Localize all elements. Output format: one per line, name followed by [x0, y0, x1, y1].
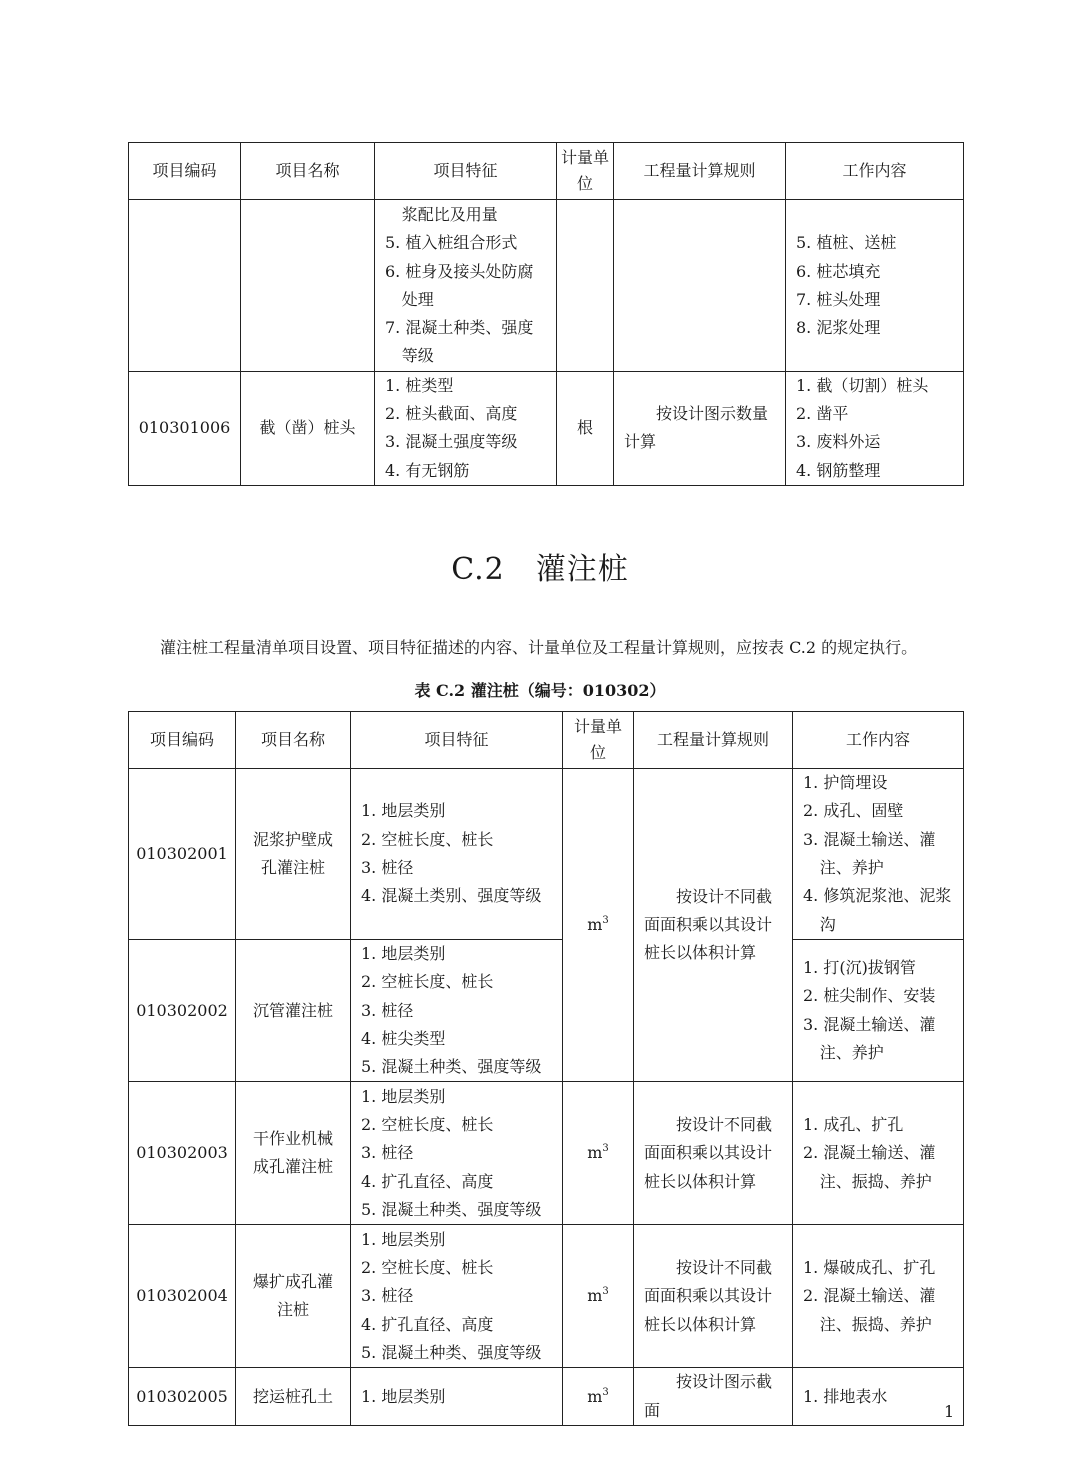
cell-work — [793, 769, 964, 940]
cell-unit — [563, 1225, 634, 1368]
feature-item: 3. 桩径 — [361, 1143, 414, 1163]
work-item: 1. 爆破成孔、扩孔 — [803, 1258, 936, 1278]
table-header-row — [129, 143, 964, 200]
header-features: 项目特征 — [351, 712, 563, 769]
header-work: 工作内容 — [793, 712, 964, 769]
page-number: 1 — [944, 1402, 955, 1421]
table-row — [129, 1225, 964, 1368]
work-item: 3. 混凝土输送、灌注、养护 — [803, 829, 936, 877]
feature-item: 6. 桩身及接头处防腐处理 — [385, 261, 534, 309]
work-item: 1. 排地表水 — [803, 1386, 888, 1406]
work-item: 2. 成孔、固壁 — [803, 801, 904, 821]
work-item: 1. 截（切割）桩头 — [796, 375, 929, 395]
cell-code: 010302002 — [129, 940, 236, 1082]
rule-text: 按设计不同截面面积乘以其设计桩长以体积计算 — [644, 1258, 773, 1334]
feature-item: 3. 混凝土强度等级 — [385, 432, 518, 452]
feature-item: 2. 空桩长度、桩长 — [361, 1258, 494, 1278]
table-row — [129, 200, 964, 372]
feature-item: 4. 扩孔直径、高度 — [361, 1314, 494, 1334]
cell-unit: 根 — [557, 371, 614, 485]
rule-text: 按设计图示数量计算 — [624, 404, 769, 452]
cell-code: 010302005 — [129, 1368, 236, 1426]
feature-item: 1. 地层类别 — [361, 801, 446, 821]
cell-features — [351, 1225, 563, 1368]
header-rule: 工程量计算规则 — [634, 712, 793, 769]
header-rule: 工程量计算规则 — [614, 143, 786, 200]
feature-item: 4. 扩孔直径、高度 — [361, 1171, 494, 1191]
cell-rule — [634, 1368, 793, 1426]
feature-item: 2. 空桩长度、桩长 — [361, 972, 494, 992]
feature-item: 2. 空桩长度、桩长 — [361, 829, 494, 849]
header-code: 项目编码 — [129, 143, 241, 200]
unit-superscript: 3 — [602, 1143, 609, 1155]
feature-item: 1. 地层类别 — [361, 944, 446, 963]
table-caption: 表 C.2 灌注桩（编号：010302） — [414, 681, 666, 700]
cell-rule — [634, 1082, 793, 1225]
work-item: 1. 成孔、扩孔 — [803, 1115, 904, 1135]
work-item: 2. 凿平 — [796, 404, 849, 424]
cell-work — [793, 940, 964, 1082]
rule-text: 按设计不同截面面积乘以其设计桩长以体积计算 — [644, 886, 773, 963]
table-row — [129, 940, 964, 1082]
header-features: 项目特征 — [375, 143, 557, 200]
cell-code: 010302003 — [129, 1082, 236, 1225]
feature-item: 3. 桩径 — [361, 1000, 414, 1020]
cell-features — [375, 200, 557, 372]
cell-name: 沉管灌注桩 — [236, 940, 351, 1082]
feature-item: 5. 混凝土种类、强度等级 — [361, 1199, 542, 1219]
cell-work — [786, 371, 964, 485]
work-item: 1. 打(沉)拔钢管 — [803, 958, 916, 978]
work-item: 7. 桩头处理 — [796, 289, 881, 309]
pile-table-continued — [128, 142, 964, 486]
cell-name: 挖运桩孔土 — [236, 1368, 351, 1426]
work-item: 1. 护筒埋设 — [803, 773, 888, 793]
work-item: 4. 修筑泥浆池、泥浆沟 — [803, 886, 952, 934]
feature-item: 4. 混凝土类别、强度等级 — [361, 886, 542, 906]
header-unit: 计量单位 — [557, 143, 614, 200]
cell-work — [793, 1368, 964, 1426]
table-row — [129, 371, 964, 485]
cell-rule — [634, 1225, 793, 1368]
work-item: 2. 桩尖制作、安装 — [803, 986, 936, 1006]
rule-text: 按设计不同截面面积乘以其设计桩长以体积计算 — [644, 1115, 773, 1191]
feature-item: 1. 桩类型 — [385, 375, 454, 395]
feature-item: 1. 地层类别 — [361, 1086, 446, 1106]
cell-rule-merged — [634, 769, 793, 1082]
feature-item: 2. 桩头截面、高度 — [385, 404, 518, 424]
cell-name: 泥浆护壁成孔灌注桩 — [236, 769, 351, 940]
work-item: 3. 混凝土输送、灌注、养护 — [803, 1014, 936, 1063]
work-item: 6. 桩芯填充 — [796, 261, 881, 281]
unit-text: m — [587, 915, 603, 935]
cell-code — [129, 200, 241, 372]
table-row — [129, 1082, 964, 1225]
feature-item: 3. 桩径 — [361, 1286, 414, 1306]
unit-superscript: 3 — [602, 1286, 609, 1298]
unit-superscript: 3 — [602, 915, 609, 927]
feature-item: 1. 地层类别 — [361, 1386, 446, 1406]
cell-features — [351, 1082, 563, 1225]
cell-name: 爆扩成孔灌注桩 — [236, 1225, 351, 1368]
table-header-row — [129, 712, 964, 769]
table-row — [129, 769, 964, 940]
header-name: 项目名称 — [236, 712, 351, 769]
feature-item: 浆配比及用量 — [401, 205, 498, 224]
cell-name — [241, 200, 375, 372]
cell-unit — [563, 1082, 634, 1225]
cell-features — [351, 940, 563, 1082]
header-work: 工作内容 — [786, 143, 964, 200]
feature-item: 2. 空桩长度、桩长 — [361, 1115, 494, 1135]
unit-text: m — [587, 1286, 603, 1306]
cell-code: 010301006 — [129, 371, 241, 485]
table-row — [129, 1368, 964, 1426]
unit-superscript: 3 — [602, 1386, 609, 1398]
cell-rule — [614, 371, 786, 485]
cell-unit-merged — [563, 769, 634, 1082]
cell-unit — [557, 200, 614, 372]
unit-text: m — [587, 1386, 603, 1406]
header-name: 项目名称 — [241, 143, 375, 200]
cell-work — [786, 200, 964, 372]
section-title: C.2 灌注桩 — [451, 552, 629, 587]
rule-text: 按设计图示截面 — [644, 1372, 773, 1420]
header-unit: 计量单位 — [563, 712, 634, 769]
cell-features — [351, 1368, 563, 1426]
header-code: 项目编码 — [129, 712, 236, 769]
feature-item: 1. 地层类别 — [361, 1229, 446, 1249]
cell-name: 截（凿）桩头 — [241, 371, 375, 485]
work-item: 3. 废料外运 — [796, 432, 881, 452]
table-c2 — [128, 711, 964, 1426]
work-item: 8. 泥浆处理 — [796, 318, 881, 338]
cell-work — [793, 1082, 964, 1225]
cell-unit — [563, 1368, 634, 1426]
cell-features — [351, 769, 563, 940]
cell-work — [793, 1225, 964, 1368]
cell-name: 干作业机械成孔灌注桩 — [236, 1082, 351, 1225]
work-item: 5. 植桩、送桩 — [796, 233, 897, 253]
feature-item: 7. 混凝土种类、强度等级 — [385, 318, 534, 366]
feature-item: 5. 混凝土种类、强度等级 — [361, 1057, 542, 1077]
feature-item: 4. 桩尖类型 — [361, 1028, 446, 1048]
section-intro: 灌注桩工程量清单项目设置、项目特征描述的内容、计量单位及工程量计算规则，应按表 C.2 的规定执行。 — [160, 638, 918, 657]
work-item: 4. 钢筋整理 — [796, 460, 881, 480]
unit-text: m — [587, 1143, 603, 1163]
feature-item: 4. 有无钢筋 — [385, 460, 470, 480]
feature-item: 5. 混凝土种类、强度等级 — [361, 1342, 542, 1362]
feature-item: 3. 桩径 — [361, 858, 414, 877]
work-item: 2. 混凝土输送、灌注、振捣、养护 — [803, 1143, 936, 1191]
cell-rule — [614, 200, 786, 372]
cell-features — [375, 371, 557, 485]
feature-item: 5. 植入桩组合形式 — [385, 233, 518, 253]
cell-code: 010302001 — [129, 769, 236, 940]
work-item: 2. 混凝土输送、灌注、振捣、养护 — [803, 1286, 936, 1334]
cell-code: 010302004 — [129, 1225, 236, 1368]
